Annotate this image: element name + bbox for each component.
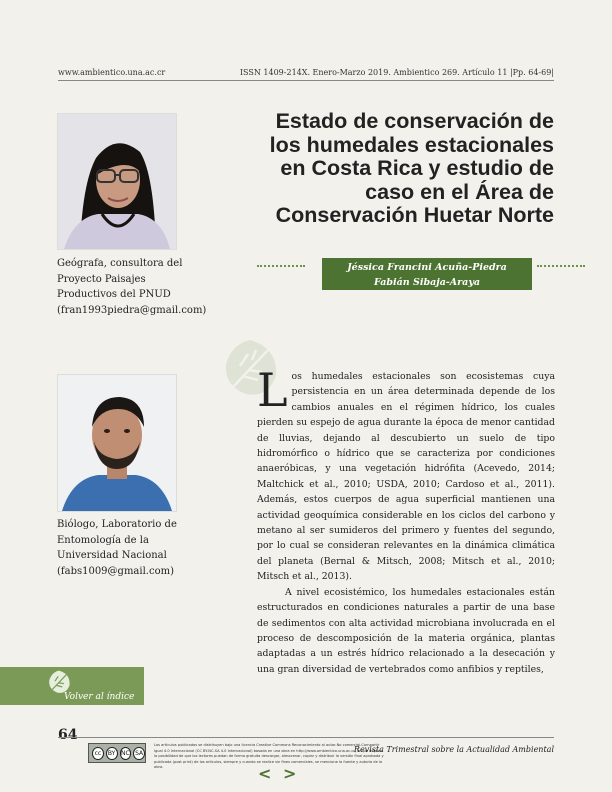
- drop-cap: L: [257, 363, 288, 417]
- next-page-icon[interactable]: >: [282, 764, 297, 783]
- paragraph-2: A nivel ecosistémico, los humedales estacionales están estructurados en condiciones naturales a partir de una base de sedimentos con alta actividad microbiana involucrada en el proceso de descomposición de la materia orgánica, plantas adaptadas a un estrés hídrico relacionado a la desecación y una gran diversidad de vertebrados como anfibios y reptiles,: [257, 586, 555, 675]
- volver-indice-button[interactable]: [0, 667, 144, 705]
- page-navigation: [258, 764, 302, 783]
- by-icon: BY: [106, 747, 118, 760]
- previous-page-icon[interactable]: <: [258, 764, 272, 783]
- paragraph-1-text: os humedales estacionales son ecosistemas cuya persistencia en un área determinada depende de los cambios anuales en el régimen hídrico, los cuales pierden su espejo de agua durante la época de menor cantidad de lluvias, dejando al descubierto un suelo de tipo hidromórfico o hídrico que se caracteriza por condiciones anaeróbicas, y una vegetación hidrófita (Acevedo, 2014; Maltchick et al., 2010; USDA, 2010; Cardoso et al., 2011). Además, estos cuerpos de agua superficial mantienen una actividad geoquímica considerable en los ciclos del carbono y metano al ser sumideros del primero y fuentes del segundo, por lo cual se consideran relevantes en la dinámica climática del planeta (Bernal & Mitsch, 2008; Mitsch et al., 2010; Mitsch et al., 2013).: [257, 371, 555, 583]
- sa-icon: SA: [133, 747, 145, 760]
- license-text: Los artículos publicados se distribuyen bajo una licencia Creative Commons Reconocimiento al autor-No comercial-Compartir igual 4.0 Internacional (CC BY-NC-SA 4.0 Internacional) basada en una obra en http://www.ambientico.una.ac.cr, lo que implica la posibilidad de que los lectores puedan de forma gratuita descargar, almacenar, copiar y distribuir la versión final aprobada y publicada (post print) de los artículos, siempre y cuando se realice sin fines comerciales, se mencione la fuente y autoría de la obra.: [154, 743, 384, 770]
- author-dots-right: [537, 265, 585, 267]
- author-photo-2: [57, 374, 177, 512]
- article-title: Estado de conservación de los humedales estacionales en Costa Rica y estudio de caso en el Área de Conservación Huetar Norte: [269, 109, 554, 227]
- footer-rule: [58, 737, 554, 738]
- paragraph-1: [257, 363, 555, 585]
- author-bio-1: Geógrafa, consultora del Proyecto Paisajes Productivos del PNUD (fran1993piedra@gmail.com): [57, 258, 207, 316]
- author-name-2: Fabián Sibaja-Araya: [373, 277, 480, 288]
- author-box: [322, 258, 532, 290]
- author-bio-2: Biólogo, Laboratorio de Entomología de la Universidad Nacional (fabs1009@gmail.com): [57, 519, 177, 577]
- cc-license-badge[interactable]: [88, 743, 146, 763]
- header-issn: ISSN 1409-214X. Enero-Marzo 2019. Ambientico 269. Artículo 11 |Pp. 64-69|: [239, 68, 554, 77]
- cc-icon: cc: [92, 747, 104, 760]
- volver-indice-label: Volver al índice: [64, 692, 135, 702]
- portrait-man-image: [58, 375, 176, 511]
- header-rule: [58, 80, 554, 81]
- author-dots-left: [257, 265, 305, 267]
- header-url: www.ambientico.una.ac.cr: [58, 68, 166, 77]
- author-photo-1: [57, 113, 177, 250]
- author-name-1: Jéssica Francini Acuña-Piedra: [347, 262, 507, 273]
- page-number: 64: [58, 727, 78, 743]
- article-body: [257, 363, 555, 677]
- portrait-woman-image: [58, 114, 176, 249]
- journal-name: Revista Trimestral sobre la Actualidad Ambiental: [353, 745, 554, 754]
- nc-icon: NC: [120, 747, 132, 760]
